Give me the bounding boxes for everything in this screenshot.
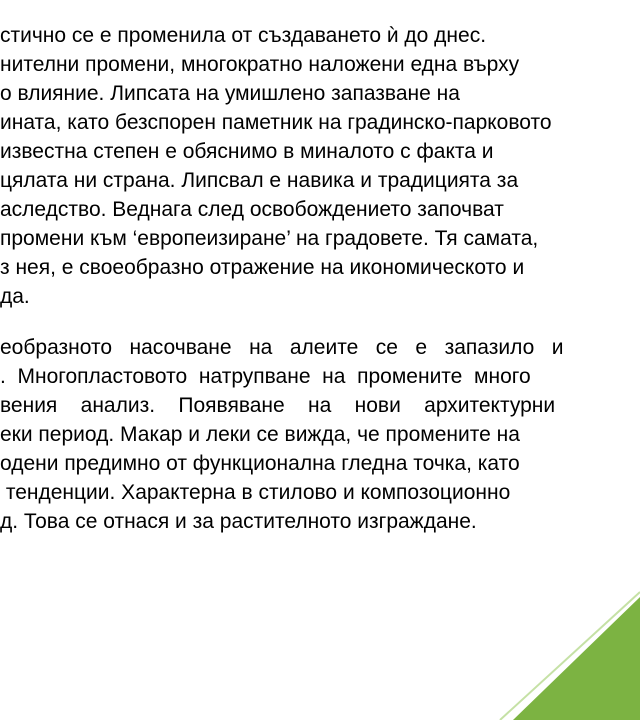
text-line: еобразното насочване на алеите се е запазило и bbox=[0, 336, 564, 359]
text-line: д. Това се отнася и за растителното изграждане. bbox=[0, 510, 477, 533]
text-line: цялата ни страна. Липсвал е навика и традицията за bbox=[0, 169, 519, 192]
text-line: аследство. Веднага след освобождението започват bbox=[0, 198, 504, 221]
text-line: стично се е променила от създаването ѝ до днес. bbox=[0, 24, 487, 47]
text-line: о влияние. Липсата на умишлено запазване на bbox=[0, 82, 460, 105]
text-line: ината, като безспорен паметник на градинско-парковото bbox=[0, 111, 552, 134]
text-line: вения анализ. Появяване на нови архитектурни bbox=[0, 394, 556, 417]
text-line: нителни промени, многократно наложени една върху bbox=[0, 53, 520, 76]
text-line: еки период. Макар и леки се вижда, че промените на bbox=[0, 423, 520, 446]
text-line: . Многопластовото натрупване на промените много bbox=[0, 365, 531, 388]
text-line: тенденции. Характерна в стилово и композоционно bbox=[0, 481, 511, 504]
text-line: одени предимно от функционална гледна точка, като bbox=[0, 452, 520, 475]
green-triangle bbox=[513, 597, 640, 720]
text-line: да. bbox=[0, 285, 30, 308]
text-line: известна степен е обяснимо в миналото с факта и bbox=[0, 140, 494, 163]
text-line: з нея, е своеобразно отражение на икономическото и bbox=[0, 256, 525, 279]
text-line: промени към ‘европеизиране’ на градовете. Тя самата, bbox=[0, 227, 539, 250]
